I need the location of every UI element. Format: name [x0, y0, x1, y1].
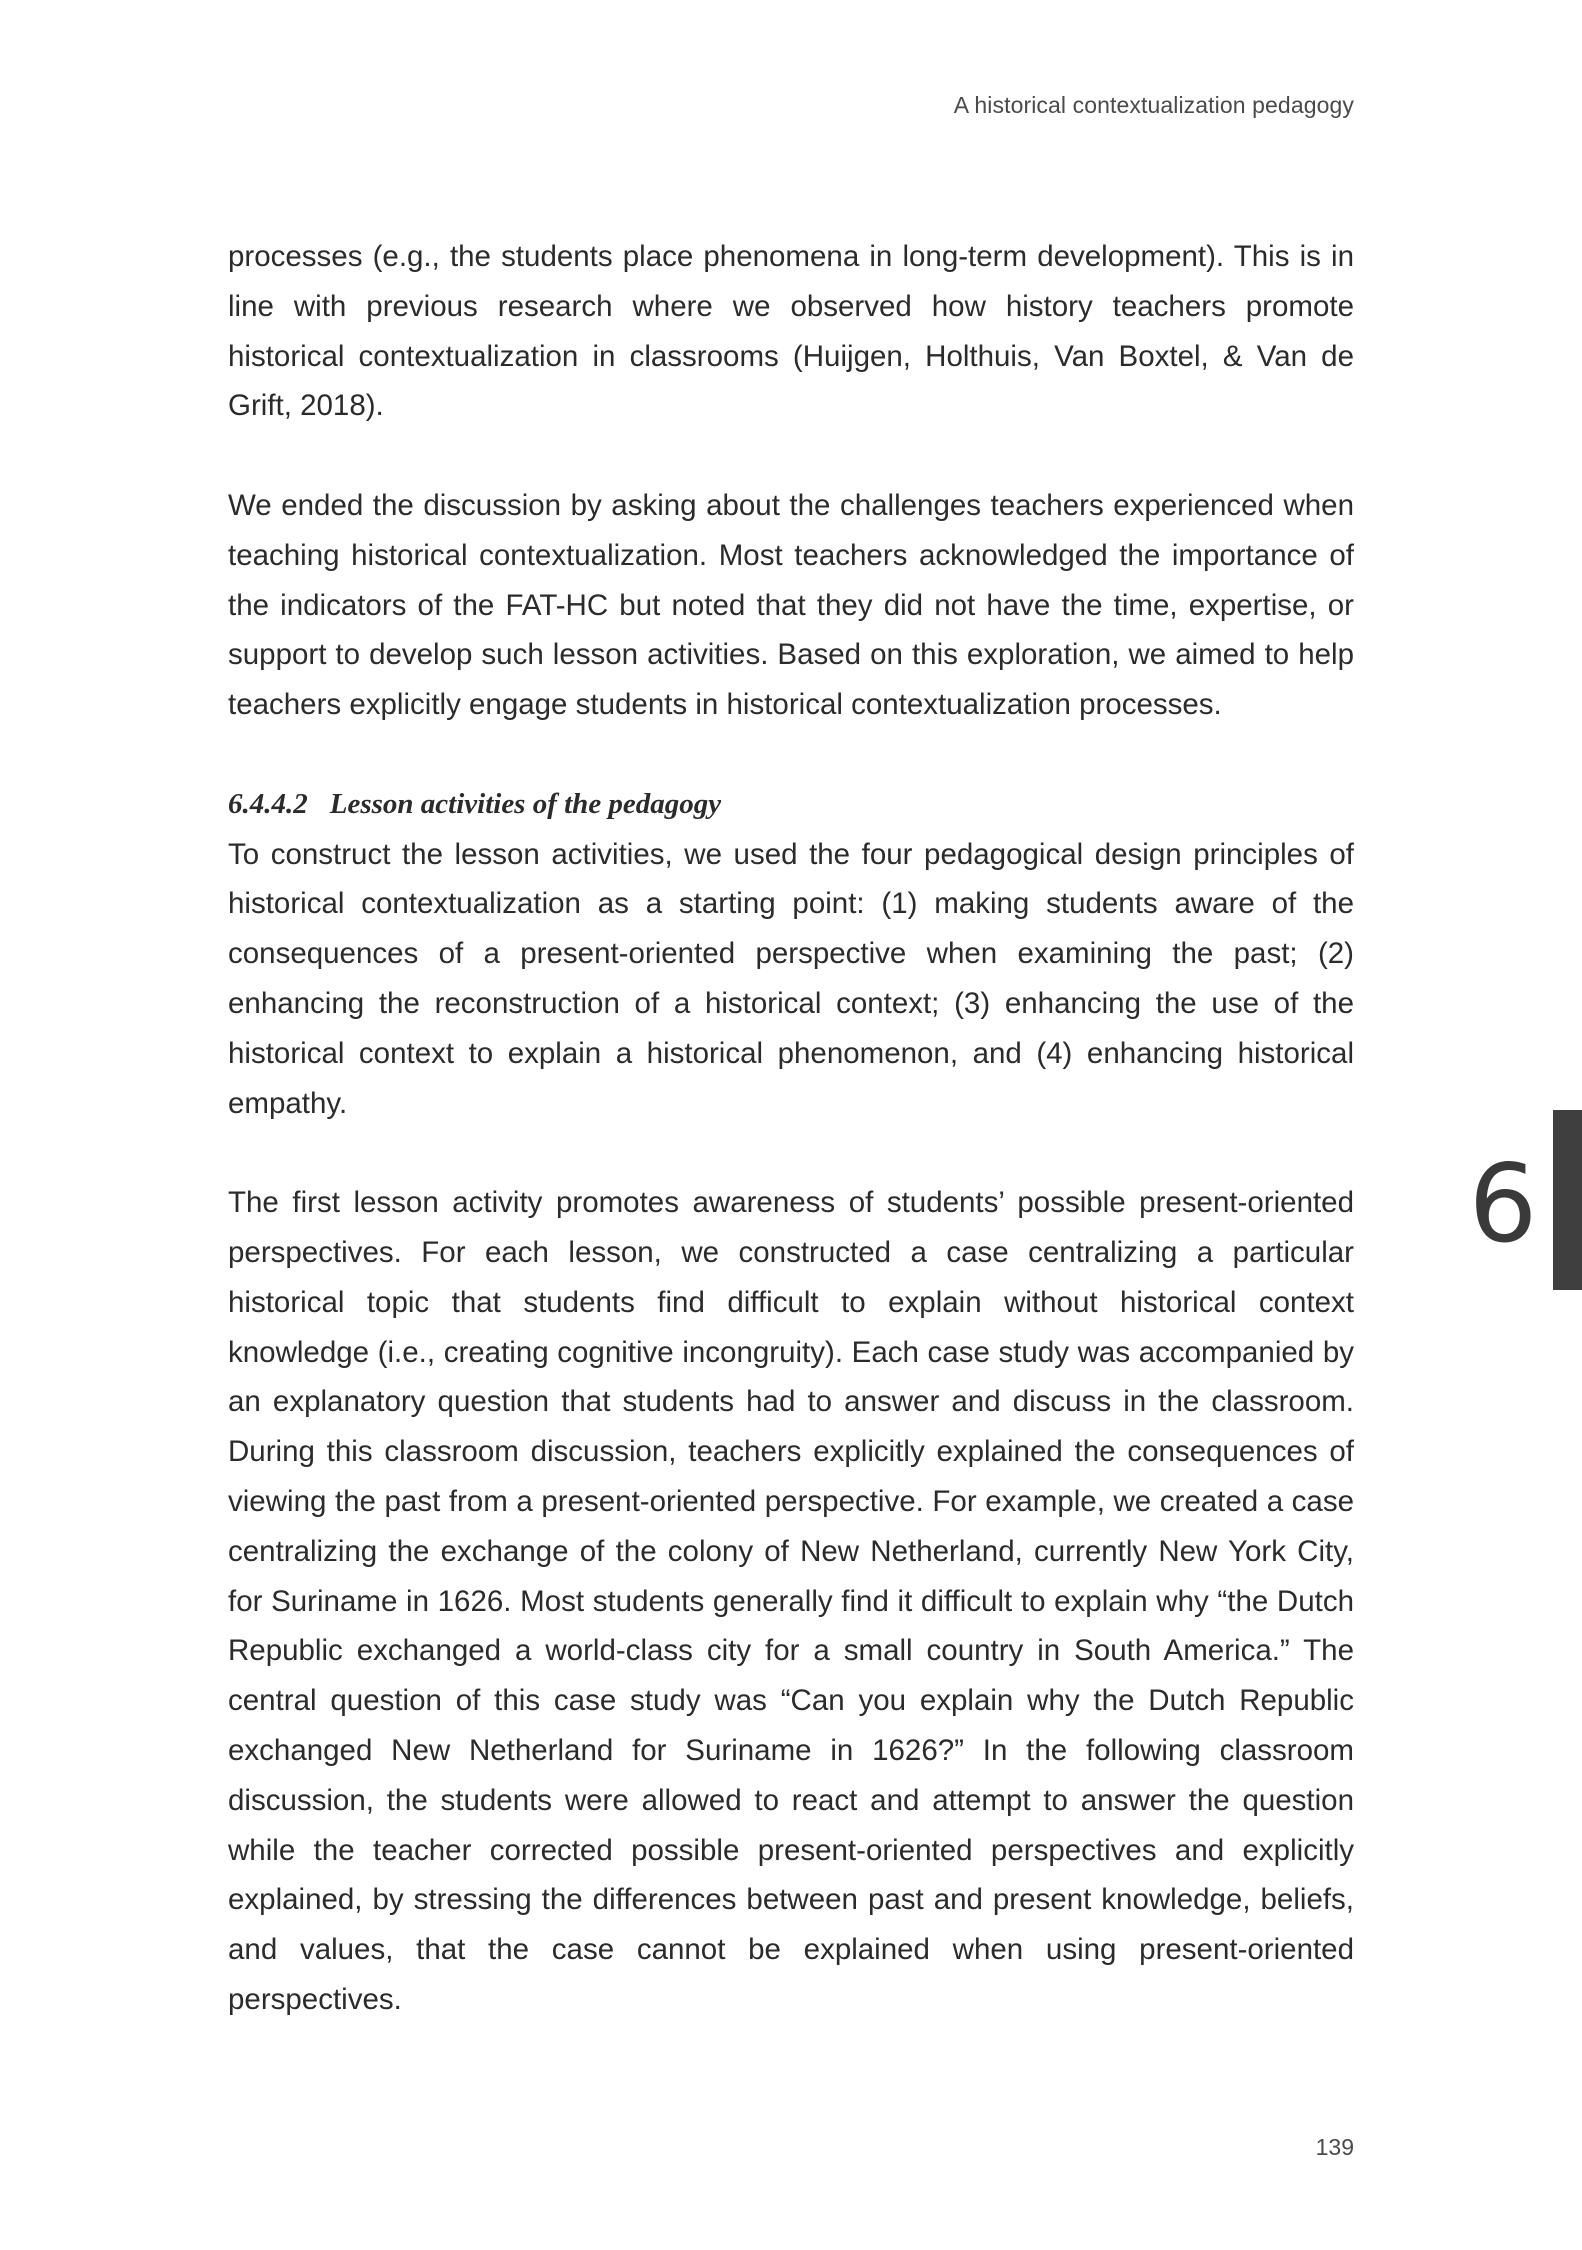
- section-number: 6.4.4.2: [228, 787, 308, 820]
- paragraph: We ended the discussion by asking about the challenges teachers experienced when teaching historical contextualization. Most teachers acknowledged the importance of the indicators of the FAT-HC but noted that they did not have the time, expertise, or support to develop such lesson activities. Based on this exploration, we aimed to help teachers explicitly engage students in historical contextualization processes.: [228, 488, 1354, 722]
- chapter-tab-bar: [1553, 1110, 1582, 1290]
- page-number: 139: [1315, 2134, 1354, 2160]
- section-heading: [228, 780, 1354, 830]
- paragraph: To construct the lesson activities, we used the four pedagogical design principles of historical contextualization as a starting point: (1) making students aware of the consequences of a present-oriented perspective when examining the past; (2) enhancing the reconstruction of a historical context; (3) enhancing the use of the historical context to explain a historical phenomenon, and (4) enhancing historical empathy.: [228, 837, 1354, 1120]
- body-text: [228, 232, 1354, 2074]
- paragraph: The first lesson activity promotes awareness of students’ possible present-oriented perspectives. For each lesson, we constructed a case centralizing a particular historical topic that students find difficult to explain without historical context knowledge (i.e., creating cognitive incongruity). Each case study was accompanied by an explanatory question that students had to answer and discuss in the classroom. During this classroom discussion, teachers explicitly explained the consequences of viewing the past from a present-oriented perspective. For example, we created a case centralizing the exchange of the colony of New Netherland, currently New York City, for Suriname in 1626. Most students generally find it difficult to explain why “the Dutch Republic exchanged a world-class city for a small country in South America.” The central question of this case study was “Can you explain why the Dutch Republic exchanged New Netherland for Suriname in 1626?” In the following classroom discussion, the students were allowed to react and attempt to answer the question while the teacher corrected possible present-oriented perspectives and explicitly explained, by stressing the differences between past and present knowledge, beliefs, and values, that the case cannot be explained when using present-oriented perspectives.: [228, 1186, 1354, 2016]
- chapter-number: 6: [1468, 1142, 1538, 1267]
- paragraph: processes (e.g., the students place phenomena in long-term development). This is in line with previous research where we observed how history teachers promote historical contextualization in classrooms (Huijgen, Holthuis, Van Boxtel, & Van de Grift, 2018).: [228, 240, 1354, 423]
- section-title: Lesson activities of the pedagogy: [329, 787, 722, 820]
- running-head: A historical contextualization pedagogy: [953, 92, 1354, 118]
